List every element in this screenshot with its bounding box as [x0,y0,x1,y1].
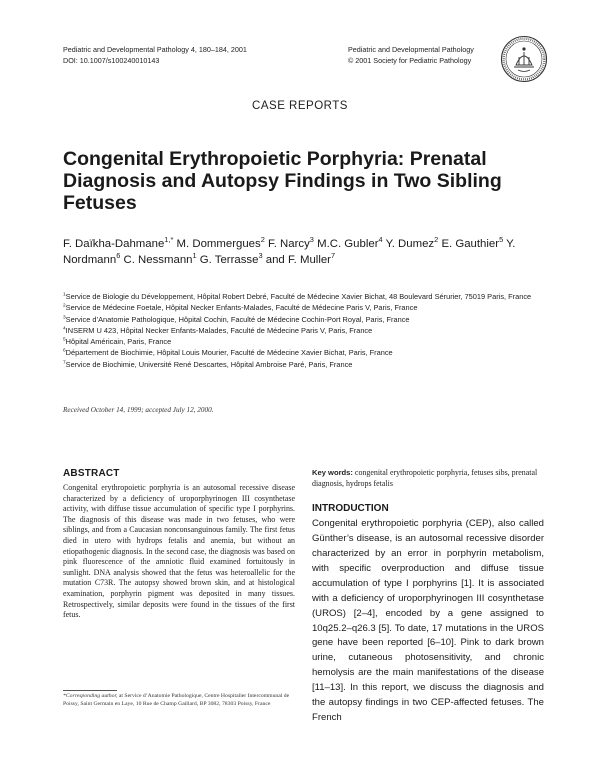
affiliation [63,347,543,358]
author-name: F. Daïkha-Dahmane [63,238,165,250]
copyright: © 2001 Society for Pediatric Pathology [348,56,472,65]
author-separator: and [262,254,288,266]
footnote-text: at Service d’Anatomie Pathologique, Centre Hospitalier Intercommunal de Poissy, Saint Germain en Laye, 10 Rue de Champ Gaillard, BP 3082, 78303 Poissy, France [63,693,290,707]
affiliation [63,359,543,370]
affiliation-text: Service d’Anatomie Pathologique, Hôpital Cochin, Faculté de Médecine Cochin-Port Royal, Paris, France [65,314,410,324]
author-name: E. Gauthier [441,238,500,250]
affiliation-marker: 5 [63,337,66,343]
author-affiliation-marker: 5 [499,235,504,245]
footnote-rule [63,690,117,691]
affiliation-marker: 7 [63,360,66,366]
right-column [312,468,544,726]
introduction-heading: INTRODUCTION [312,503,389,515]
affiliation-marker: 1 [63,292,66,298]
affiliation-text: Service de Biochimie, Université René Descartes, Hôpital Ambroise Paré, Paris, France [65,359,353,369]
author-name: Y. Dumez [385,238,435,250]
left-column [63,468,295,621]
author-affiliation-marker: 2 [434,235,439,245]
affiliation-marker: 2 [63,303,66,309]
affiliation [63,314,543,325]
affiliation-list [63,291,543,370]
journal-citation: Pediatric and Developmental Pathology 4, 180–184, 2001 [63,45,247,54]
author-name: C. Nessmann [123,254,193,266]
keywords [312,468,544,489]
affiliation-text: Hôpital Américain, Paris, France [65,337,172,347]
corresponding-author-footnote [63,693,295,708]
affiliation [63,302,543,313]
author-name: M. Dommergues [176,238,261,250]
header-left [63,44,247,66]
author-name: M.C. Gubler [317,238,379,250]
abstract-heading: ABSTRACT [63,468,120,479]
affiliation-text: INSERM U 423, Hôpital Necker Enfants-Malades, Faculté de Médecine Paris V, Paris, France [65,325,373,335]
author-affiliation-marker: 1,* [164,235,174,245]
affiliation-text: Service de Biologie du Développement, Hôpital Robert Debré, Faculté de Médecine Xavier Bichat, 48 Boulevard Sérurier, 75019 Paris, France [65,292,532,301]
author-name: G. Terrasse [199,254,259,266]
affiliation [63,291,543,302]
author-affiliation-marker: 4 [378,235,383,245]
society-seal-icon [500,35,548,83]
affiliation-marker: 6 [63,349,66,355]
received-dates: Received October 14, 1999; accepted July 12, 2000. [63,406,214,414]
doi: DOI: 10.1007/s100240010143 [63,56,160,65]
author-affiliation-marker: 6 [116,251,121,261]
author-name: Y. Nordmann [63,238,516,266]
header-right [348,44,474,66]
affiliation [63,325,543,336]
author-affiliation-marker: 3 [258,251,263,261]
article-title: Congenital Erythropoietic Porphyria: Prenatal Diagnosis and Autopsy Findings in Two Sibling Fetuses [63,148,502,214]
affiliation-text: Département de Biochimie, Hôpital Louis Mourier, Faculté de Médecine Xavier Bichat, Paris, France [65,348,393,358]
keywords-text: congenital erythropoietic porphyria, fetuses sibs, prenatal diagnosis, hydrops fetalis [312,468,538,488]
keywords-label: Key words: [312,468,353,477]
affiliation [63,336,543,347]
author-affiliation-marker: 2 [260,235,265,245]
author-name: F. Muller [287,254,331,266]
journal-name: Pediatric and Developmental Pathology [348,45,474,54]
author-affiliation-marker: 7 [330,251,336,261]
introduction-text: Congenital erythropoietic porphyria (CEP), also called Günther’s disease, is an autosomal recessive disorder characterized by an error in porphyrin metabolism, with specific overproduction and diffuse tissue accumulation of type I porphyrins [1]. It is associated with a deficiency of uroporphyrinogen III cosynthetase (UROS) [2–4], encoded by a gene assigned to 10q25.2–q26.3 [5]. To date, 17 mutations in the UROS gene have been reported [6–10]. Pink to dark brown urine, cutaneous photosensitivity, and chronic hemolysis are the main manifestations of the disease [11–13]. In this report, we discuss the diagnosis and the autopsy findings in two CEP-affected fetuses. The French [312,518,544,723]
affiliation-marker: 3 [63,315,66,321]
author-list [63,236,543,268]
affiliation-marker: 4 [63,326,66,332]
section-label: CASE REPORTS [252,100,348,112]
author-affiliation-marker: 3 [309,235,314,245]
affiliation-text: Service de Médecine Foetale, Hôpital Necker Enfants-Malades, Faculté de Médecine Paris V, Paris, France [65,303,418,313]
author-affiliation-marker: 1 [192,251,197,261]
author-name: F. Narcy [268,238,310,250]
abstract-text: Congenital erythropoietic porphyria is an autosomal recessive disease characterized by a deficiency of uroporphyrinogen III cosynthetase activity, with diffuse tissue accumulation of specific type I porphyrins. The diagnosis of this disease was made in two fetuses, who were siblings, and from a Caucasian nonconsanguinous family. The first fetus died in utero with hydrops fetalis and anemia, but without an etiopathogenic diagnosis. In the second case, the diagnosis was based on pink fluorescence of the amniotic fluid examined fortuitously in sunlight. DNA analysis showed that the fetus was heteroallelic for the mutation C73R. The autopsy showed brown skin, and at histological examination, porphyrin pigment was deposited in many tissues. Retrospectively, similar deposits were found in the tissues of the first fetus. [63,483,295,620]
footnote-label: *Corresponding author, [63,693,118,699]
